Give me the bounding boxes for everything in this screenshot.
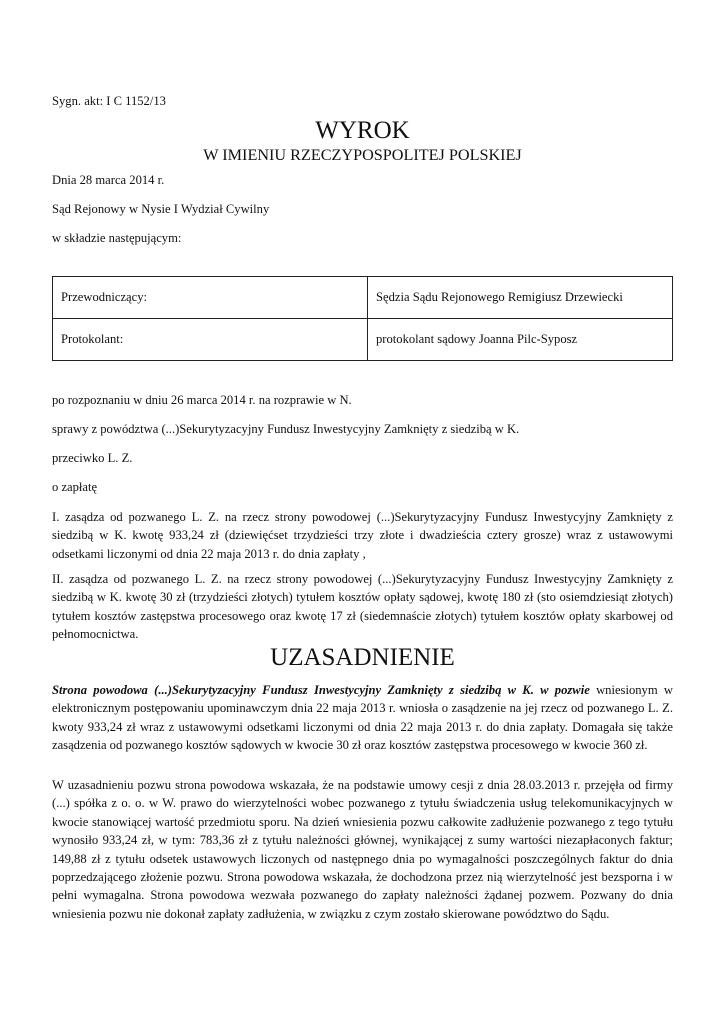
justification-p1-text: wniesionym w elektronicznym postępowaniu upominawczym dnia 22 maja 2013 r. wniosła o zasądzenie na jej rzecz od pozwanego L. Z. kwoty 933,24 zł wraz z ustawowymi odsetkami liczonymi od dnia 22 maja 2013 r. do dnia zapłaty. Domagała się także zasądzenia od pozwanego kosztów sądowych w kwocie 30 zł oraz kosztów zastępstwa procesowego w kwocie 360 zł. bbox=[52, 683, 674, 753]
justification-title: UZASADNIENIE bbox=[270, 644, 455, 671]
subject-line: o zapłatę bbox=[52, 480, 98, 494]
panel-role: Protokolant: bbox=[53, 319, 368, 361]
defendant-line: przeciwko L. Z. bbox=[52, 451, 133, 465]
hearing-line: po rozpoznaniu w dniu 26 marca 2014 r. na rozprawie w N. bbox=[52, 393, 352, 407]
case-line: sprawy z powództwa (...)Sekurytyzacyjny Fundusz Inwestycyjny Zamknięty z siedzibą w K. bbox=[52, 422, 520, 436]
justification-lead: Strona powodowa (...)Sekurytyzacyjny Fundusz Inwestycyjny Zamknięty z siedzibą w K. w pozwie bbox=[52, 683, 590, 697]
panel-role: Przewodniczący: bbox=[53, 277, 368, 319]
justification-paragraph-2: W uzasadnieniu pozwu strona powodowa wskazała, że na podstawie umowy cesji z dnia 28.03.2013 r. przejęła od firmy (...) spółka z o. o. w W. prawo do wierzytelności wobec pozwanego z tytułu świadczenia usług telekomunikacyjnych w kwocie stanowiącej wartość przedmiotu sporu. Na dzień wniesienia pozwu całkowite zadłużenie pozwanego z tego tytułu wynosiło 933,24 zł, w tym: 783,36 zł z tytułu należności głównej, wynikającej z sumy wartości niezapłaconych faktur; 149,88 zł z tytułu odsetek ustawowych liczonych od następnego dnia po wymagalności poszczególnych faktur do dnia poprzedzającego złożenie pozwu. Strona powodowa wskazała, że dochodzona przez nią wierzytelność jest bezsporna i w pełni wymagalna. Strona powodowa wezwała pozwanego do zapłaty należności żądanej pozwem. Pozwany do dnia wniesienia pozwu nie dokonał zapłaty zadłużenia, w związku z czym zostało skierowane powództwo do Sądu. bbox=[52, 778, 673, 921]
justification-paragraph-1 bbox=[52, 681, 673, 755]
verdict-title: WYROK bbox=[315, 117, 410, 144]
court-name: Sąd Rejonowy w Nysie I Wydział Cywilny bbox=[52, 202, 270, 216]
ruling-1: I. zasądza od pozwanego L. Z. na rzecz strony powodowej (...)Sekurytyzacyjny Fundusz Inwestycyjny Zamknięty z siedzibą w K. kwotę 933,24 zł (dziewięćset trzydzieści trzy złote i dwadzieścia cztery grosze) wraz z ustawowymi odsetkami liczonymi od dnia 22 maja 2013 r. do dnia zapłaty , bbox=[52, 510, 673, 561]
composition-intro: w składzie następującym: bbox=[52, 231, 182, 245]
verdict-subtitle: W IMIENIU RZECZYPOSPOLITEJ POLSKIEJ bbox=[203, 146, 522, 164]
verdict-date: Dnia 28 marca 2014 r. bbox=[52, 173, 165, 187]
court-panel-table bbox=[52, 276, 673, 361]
table-row bbox=[53, 277, 673, 319]
table-row bbox=[53, 319, 673, 361]
ruling-2: II. zasądza od pozwanego L. Z. na rzecz strony powodowej (...)Sekurytyzacyjny Fundusz Inwestycyjny Zamknięty z siedzibą w K. kwotę 30 zł (trzydzieści złotych) tytułem kosztów opłaty sądowej, kwotę 180 zł (sto osiemdziesiąt złotych) tytułem kosztów zastępstwa procesowego oraz kwotę 17 zł (siedemnaście złotych) tytułem kosztów opłaty skarbowej od pełnomocnictwa. bbox=[52, 572, 673, 642]
case-number: Sygn. akt: I C 1152/13 bbox=[52, 94, 166, 108]
panel-name: protokolant sądowy Joanna Pilc-Syposz bbox=[368, 319, 673, 361]
panel-name: Sędzia Sądu Rejonowego Remigiusz Drzewiecki bbox=[368, 277, 673, 319]
document-page bbox=[52, 0, 673, 1024]
